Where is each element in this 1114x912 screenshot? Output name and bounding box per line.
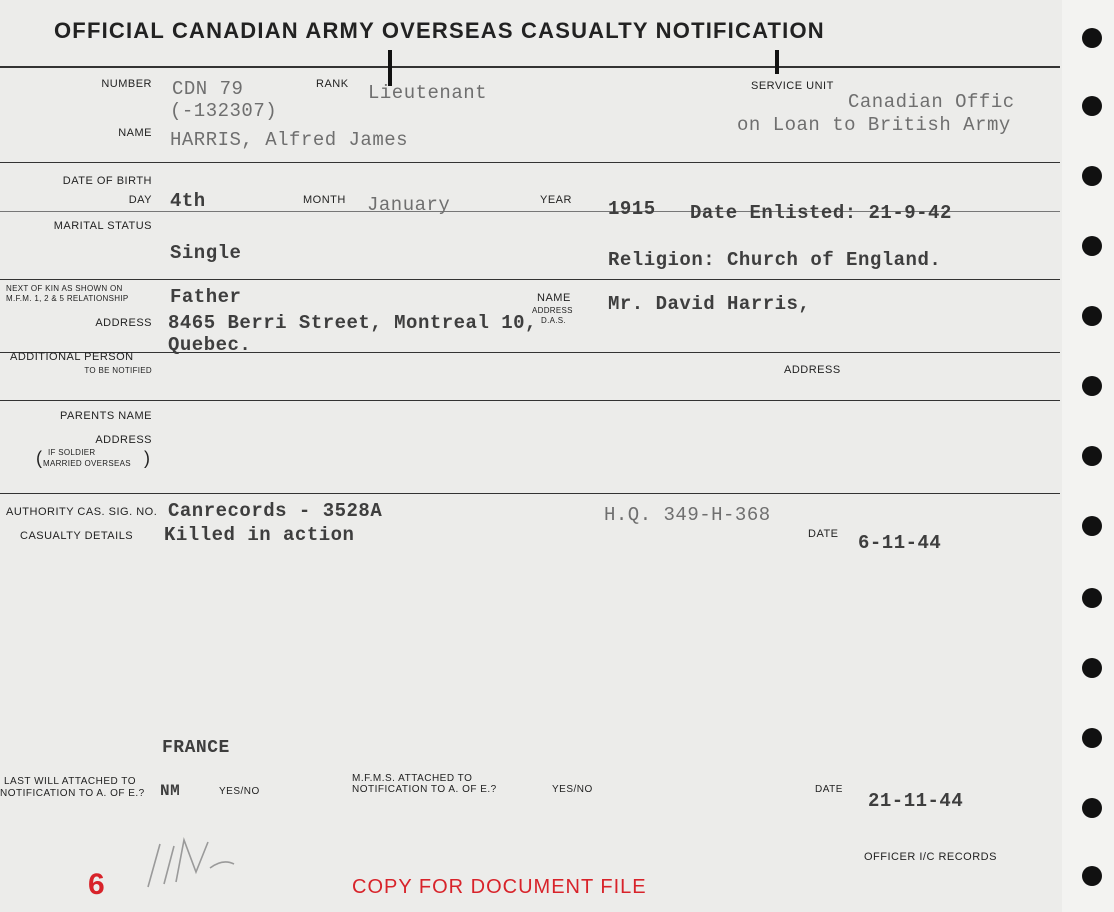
punch-hole <box>1082 798 1102 818</box>
punch-hole <box>1082 446 1102 466</box>
married-overseas-label: MARRIED OVERSEAS <box>43 459 131 468</box>
handwritten-initials <box>138 832 238 892</box>
relationship-value: Father <box>170 286 242 308</box>
punch-hole <box>1082 728 1102 748</box>
country-value: FRANCE <box>162 738 230 758</box>
nok-name-value: Mr. David Harris, <box>608 293 811 315</box>
service-unit-label: SERVICE UNIT <box>751 80 834 92</box>
service-unit-value-2: on Loan to British Army <box>737 114 1011 136</box>
punch-hole <box>1082 236 1102 256</box>
authority-label: AUTHORITY CAS. SIG. NO. <box>6 506 158 518</box>
page-number: 6 <box>88 868 105 901</box>
additional-address-label: ADDRESS <box>784 364 841 376</box>
tab-marker <box>388 50 392 86</box>
next-of-kin-label: NEXT OF KIN AS SHOWN ON <box>6 284 123 293</box>
if-soldier-label: IF SOLDIER <box>48 448 96 457</box>
rule <box>0 400 1060 401</box>
marital-status-label: MARITAL STATUS <box>53 220 152 232</box>
rank-value: Lieutenant <box>368 82 488 104</box>
nok-das-label: D.A.S. <box>541 316 566 325</box>
authority-value: Canrecords - 3528A <box>168 500 383 522</box>
nok-name-label: NAME <box>537 292 571 304</box>
footer-date-label: DATE <box>815 784 843 795</box>
additional-person-label: ADDITIONAL PERSON <box>10 351 134 363</box>
dob-label: DATE OF BIRTH <box>62 175 152 187</box>
day-label: DAY <box>128 194 152 206</box>
rule <box>0 352 1060 353</box>
to-be-notified-label: TO BE NOTIFIED <box>84 366 152 375</box>
name-label: NAME <box>118 127 152 139</box>
last-will-label-2: NOTIFICATION TO A. OF E.? <box>0 788 145 799</box>
punch-hole <box>1082 658 1102 678</box>
year-label: YEAR <box>540 194 572 206</box>
nok-address-small-label: ADDRESS <box>532 306 573 315</box>
religion-value: Religion: Church of England. <box>608 249 942 271</box>
service-unit-value: Canadian Offic <box>848 91 1015 113</box>
punch-hole <box>1082 866 1102 886</box>
punch-hole <box>1082 588 1102 608</box>
yes-no-label: YES/NO <box>219 786 260 797</box>
casualty-details-value: Killed in action <box>164 524 355 546</box>
card-title: OFFICIAL CANADIAN ARMY OVERSEAS CASUALTY NOTIFICATION <box>54 18 825 43</box>
paren-right: ) <box>144 448 151 468</box>
number-value: CDN 79 <box>172 78 244 100</box>
parents-name-label: PARENTS NAME <box>60 410 152 422</box>
address-value: 8465 Berri Street, Montreal 10, <box>168 312 537 334</box>
relationship-label: M.F.M. 1, 2 & 5 RELATIONSHIP <box>6 294 129 303</box>
rule <box>0 493 1060 494</box>
punch-hole <box>1082 516 1102 536</box>
mfms-label: M.F.M.S. ATTACHED TO <box>352 773 473 784</box>
punch-hole <box>1082 28 1102 48</box>
punch-hole <box>1082 96 1102 116</box>
name-value: HARRIS, Alfred James <box>170 129 409 151</box>
paren-left: ( <box>36 448 43 468</box>
number-value-2: (-132307) <box>170 100 278 122</box>
mfms-label-2: NOTIFICATION TO A. OF E.? <box>352 784 497 795</box>
address-label: ADDRESS <box>95 317 152 329</box>
officer-label: OFFICER I/C RECORDS <box>864 851 997 863</box>
rank-label: RANK <box>316 78 349 90</box>
yes-no-label-2: YES/NO <box>552 784 593 795</box>
casualty-date-value: 6-11-44 <box>858 532 942 554</box>
dob-year: 1915 <box>608 198 656 220</box>
rule <box>0 162 1060 163</box>
last-will-answer: NM <box>160 782 181 800</box>
marital-status-value: Single <box>170 242 242 264</box>
tab-marker <box>775 50 779 74</box>
dob-month: January <box>367 194 451 216</box>
dob-day: 4th <box>170 190 206 212</box>
casualty-date-label: DATE <box>808 528 839 540</box>
hq-ref-value: H.Q. 349-H-368 <box>604 504 771 526</box>
copy-for-document-file: COPY FOR DOCUMENT FILE <box>352 876 647 898</box>
rule <box>0 66 1060 68</box>
casualty-details-label: CASUALTY DETAILS <box>20 530 134 542</box>
last-will-label: LAST WILL ATTACHED TO <box>4 776 137 787</box>
punch-hole <box>1082 306 1102 326</box>
footer-date-value: 21-11-44 <box>868 790 964 812</box>
address-value-2: Quebec. <box>168 334 252 356</box>
number-label: NUMBER <box>101 78 152 90</box>
parents-address-label: ADDRESS <box>95 434 152 446</box>
punch-hole <box>1082 166 1102 186</box>
punch-hole <box>1082 376 1102 396</box>
rule <box>0 279 1060 280</box>
month-label: MONTH <box>303 194 346 206</box>
date-enlisted: Date Enlisted: 21-9-42 <box>690 202 952 224</box>
